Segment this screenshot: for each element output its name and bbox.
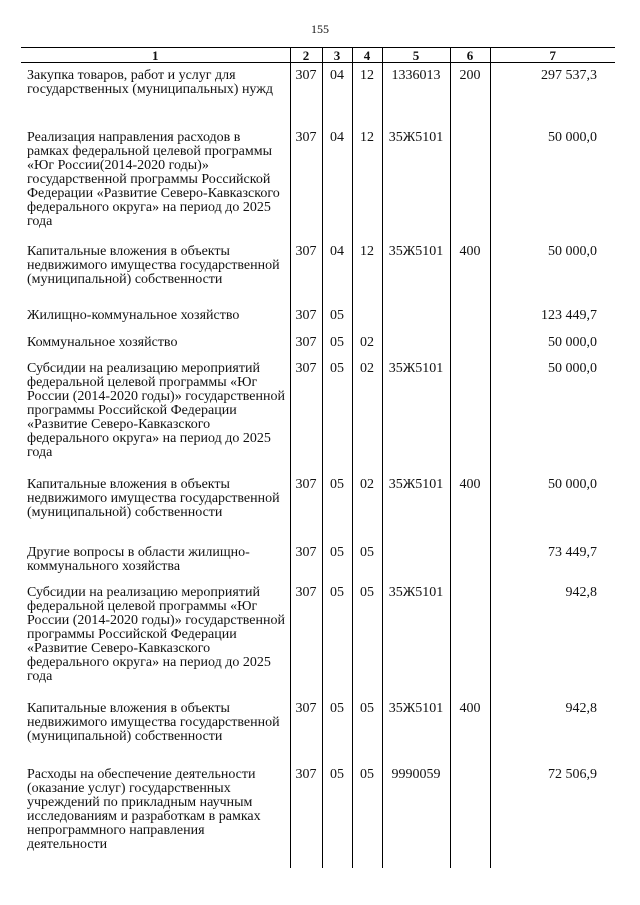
row-code-2: 307 [290,762,322,868]
row-code-6 [450,356,490,472]
table-row [21,330,615,356]
row-code-2: 307 [290,239,322,303]
row-code-6 [450,762,490,868]
column-header-1: 1 [21,48,290,63]
row-amount: 50 000,0 [490,330,615,356]
row-name: Закупка товаров, работ и услуг для государственных (муниципальных) нужд [27,68,274,97]
row-code-6 [450,580,490,696]
column-header-6: 6 [450,48,490,63]
row-code-4 [352,303,382,330]
table-row [21,356,615,472]
row-amount: 942,8 [490,580,615,696]
row-code-5: 35Ж5101 [382,125,450,239]
row-code-5: 35Ж5101 [382,696,450,762]
column-header-7: 7 [490,48,615,63]
row-code-2: 307 [290,540,322,580]
row-code-5: 35Ж5101 [382,472,450,540]
row-name: Другие вопросы в области жилищно-коммунального хозяйства [27,544,250,574]
row-code-3: 05 [322,540,352,580]
row-code-5: 35Ж5101 [382,239,450,303]
row-code-2: 307 [290,125,322,239]
row-code-2: 307 [290,696,322,762]
row-amount: 50 000,0 [490,125,615,239]
row-code-4: 12 [352,239,382,303]
row-code-6: 200 [450,63,490,125]
row-code-3: 05 [322,356,352,472]
table-row [21,239,615,303]
row-code-6: 400 [450,472,490,540]
page-number: 155 [311,22,329,36]
row-code-5 [382,330,450,356]
column-header-4: 4 [352,48,382,63]
row-name: Коммунальное хозяйство [27,334,178,350]
row-name: Капитальные вложения в объекты недвижимого имущества государственной (муниципальной) собственности [27,476,280,520]
row-name: Капитальные вложения в объекты недвижимого имущества государственной (муниципальной) собственности [27,243,280,287]
header-row [21,48,615,63]
row-amount: 942,8 [490,696,615,762]
row-code-3: 05 [322,303,352,330]
row-code-2: 307 [290,580,322,696]
row-code-6: 400 [450,696,490,762]
row-name: Субсидии на реализацию мероприятий федеральной целевой программы «Юг России (2014-2020 годы)» государственной программы Российской Федерации «Развитие Северо-Кавказского федерального округа» на период до 2025 года [27,584,285,684]
row-code-3: 05 [322,580,352,696]
row-code-2: 307 [290,330,322,356]
row-code-4: 12 [352,125,382,239]
table-row [21,540,615,580]
table-header [21,48,615,63]
row-code-4: 12 [352,63,382,125]
row-code-3: 05 [322,696,352,762]
row-code-4: 05 [352,762,382,868]
row-code-3: 05 [322,472,352,540]
row-code-6: 400 [450,239,490,303]
row-code-2: 307 [290,472,322,540]
row-code-6 [450,303,490,330]
row-code-5: 35Ж5101 [382,580,450,696]
row-code-6 [450,540,490,580]
row-amount: 50 000,0 [490,239,615,303]
row-code-6 [450,330,490,356]
row-code-5: 9990059 [382,762,450,868]
row-code-3: 05 [322,330,352,356]
row-code-2: 307 [290,303,322,330]
row-name: Субсидии на реализацию мероприятий федеральной целевой программы «Юг России (2014-2020 годы)» государственной программы Российской Федерации «Развитие Северо-Кавказского федерального округа» на период до 2025 года [27,360,285,460]
row-code-4: 05 [352,540,382,580]
row-code-4: 02 [352,356,382,472]
column-header-3: 3 [322,48,352,63]
row-code-6 [450,125,490,239]
row-name: Расходы на обеспечение деятельности (оказание услуг) государственных учреждений по прикладным научным исследованиям и разработкам в рамках непрограммного направления деятельности [27,766,261,852]
row-code-5 [382,303,450,330]
table-row [21,696,615,762]
row-code-3: 04 [322,239,352,303]
row-code-3: 04 [322,63,352,125]
table-row [21,762,615,868]
row-amount: 123 449,7 [490,303,615,330]
row-amount: 50 000,0 [490,472,615,540]
row-code-4: 05 [352,696,382,762]
row-amount: 50 000,0 [490,356,615,472]
table-row [21,580,615,696]
row-code-3: 05 [322,762,352,868]
table-row [21,472,615,540]
row-code-4: 05 [352,580,382,696]
row-amount: 297 537,3 [490,63,615,125]
row-code-2: 307 [290,63,322,125]
table-row [21,63,615,125]
table-row [21,125,615,239]
row-amount: 72 506,9 [490,762,615,868]
column-header-5: 5 [382,48,450,63]
table-row [21,303,615,330]
row-code-5 [382,540,450,580]
row-amount: 73 449,7 [490,540,615,580]
column-header-2: 2 [290,48,322,63]
table-body [21,63,615,868]
row-code-4: 02 [352,472,382,540]
row-code-4: 02 [352,330,382,356]
row-name: Жилищно-коммунальное хозяйство [27,307,240,323]
row-code-2: 307 [290,356,322,472]
row-code-3: 04 [322,125,352,239]
row-code-5: 1336013 [382,63,450,125]
row-name: Капитальные вложения в объекты недвижимого имущества государственной (муниципальной) собственности [27,700,280,744]
row-name: Реализация направления расходов в рамках федеральной целевой программы «Юг России(2014-2020 годы)» государственной программы Российской Федерации «Развитие Северо-Кавказского федерального округа» на период до 2025 года [27,129,280,229]
row-code-5: 35Ж5101 [382,356,450,472]
budget-table [21,47,615,868]
